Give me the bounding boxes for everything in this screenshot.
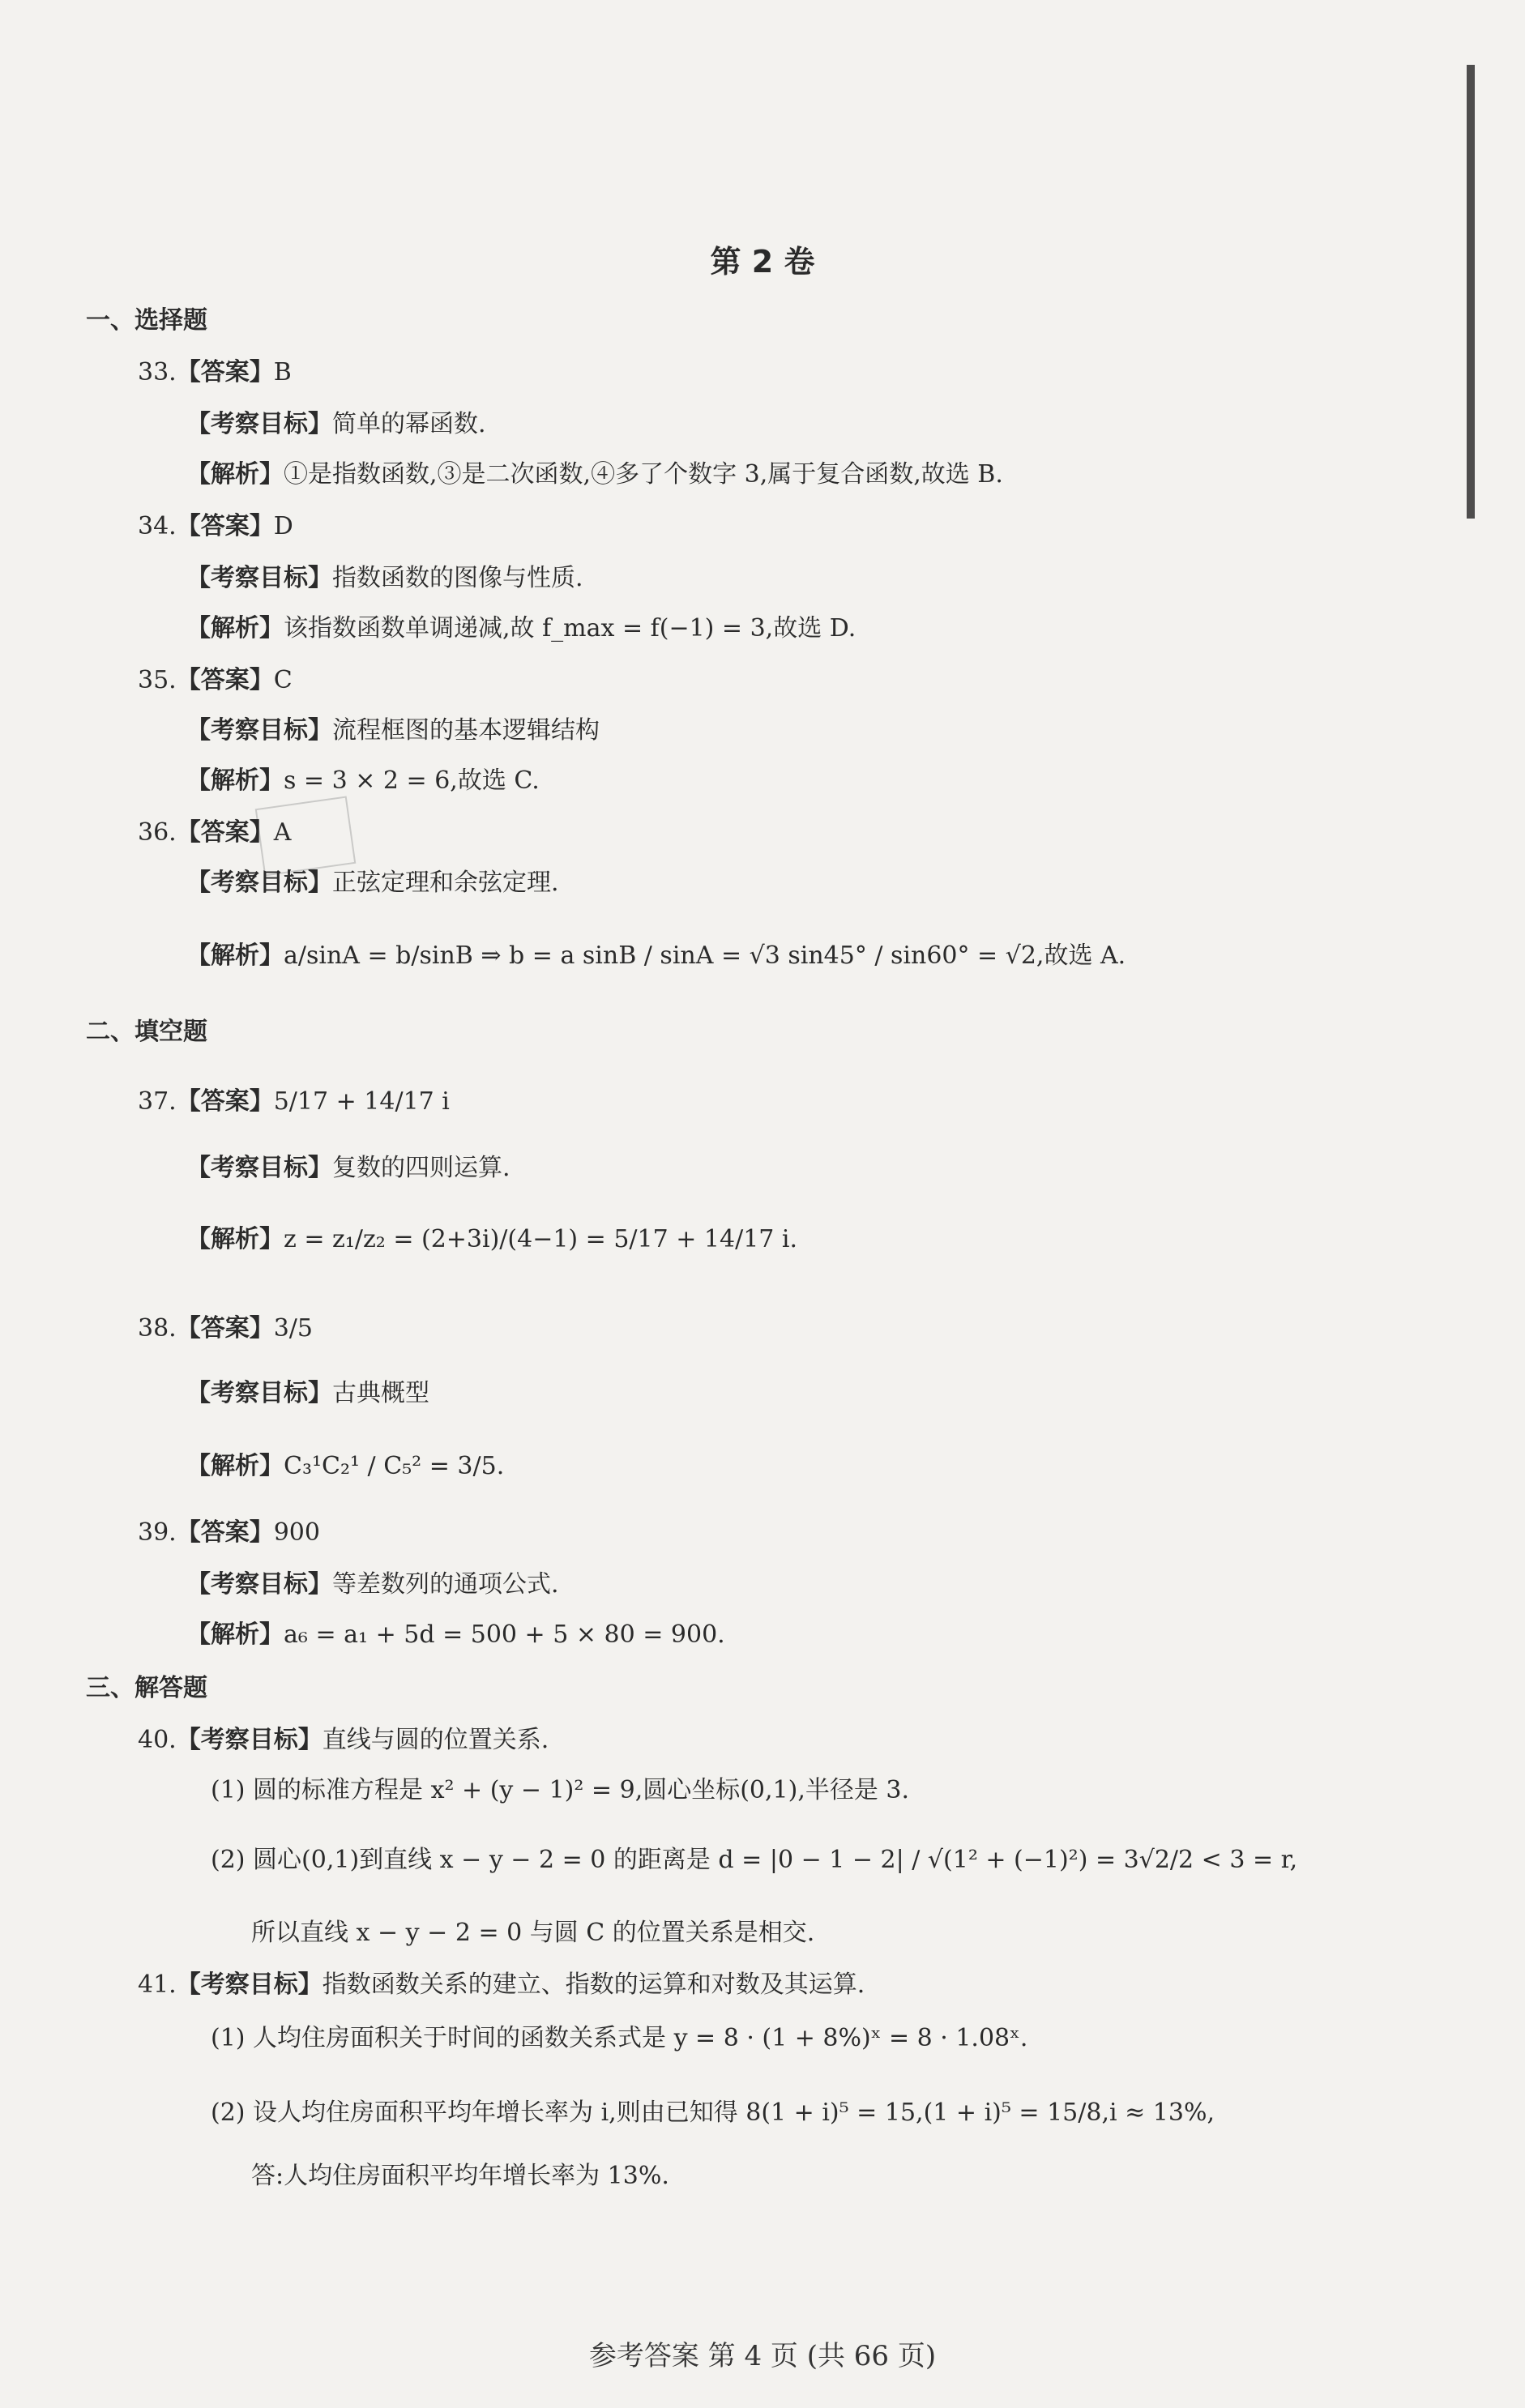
q41-conclusion: 答:人均住房面积平均年增长率为 13%.	[251, 2162, 669, 2190]
q41-goal-line	[138, 1969, 865, 2001]
answer-label: 【答案】	[176, 1087, 274, 1116]
answer-value: 3/5	[273, 1314, 313, 1343]
analysis-text: 该指数函数单调递减,故 f_max = f(−1) = 3,故选 D.	[284, 614, 856, 643]
analysis-label: 【解析】	[186, 1620, 284, 1649]
q39-goal-line	[186, 1569, 559, 1601]
analysis-formula: C₃¹C₂¹ / C₅² = 3/5.	[284, 1452, 505, 1480]
goal-label: 【考察目标】	[176, 1726, 323, 1754]
goal-text: 复数的四则运算.	[332, 1154, 510, 1182]
analysis-formula: a₆ = a₁ + 5d = 500 + 5 × 80 = 900.	[284, 1620, 725, 1649]
q-number: 41.	[138, 1970, 177, 1999]
analysis-formula: z = z₁/z₂ = (2+3i)/(4−1) = 5/17 + 14/17 i.	[284, 1225, 798, 1253]
q34-goal-line	[186, 562, 583, 595]
q40-conclusion: 所以直线 x − y − 2 = 0 与圆 C 的位置关系是相交.	[251, 1919, 815, 1947]
answer-value: D	[273, 512, 293, 540]
answer-label: 【答案】	[176, 1314, 274, 1343]
page-edge-shadow	[1467, 65, 1475, 519]
q40-part1: (1) 圆的标准方程是 x² + (y − 1)² = 9,圆心坐标(0,1),半径是 3.	[211, 1776, 910, 1804]
q38-answer-line	[138, 1313, 313, 1345]
q34-analysis-line	[186, 613, 856, 645]
goal-text: 流程框图的基本逻辑结构	[332, 716, 600, 745]
goal-text: 正弦定理和余弦定理.	[332, 869, 559, 897]
goal-text: 等差数列的通项公式.	[332, 1570, 559, 1599]
analysis-text: ①是指数函数,③是二次函数,④多了个数字 3,属于复合函数,故选 B.	[284, 460, 1003, 489]
q37-answer-line	[138, 1086, 450, 1118]
analysis-label: 【解析】	[186, 614, 284, 643]
goal-text: 古典概型	[332, 1379, 429, 1407]
q40-part2: (2) 圆心(0,1)到直线 x − y − 2 = 0 的距离是 d = |0 − 1 − 2| / √(1² + (−1)²) = 3√2/2 < 3 = r,	[211, 1846, 1298, 1874]
q37-goal-line	[186, 1152, 510, 1185]
answer-value: A	[273, 818, 292, 847]
goal-label: 【考察目标】	[186, 869, 332, 897]
analysis-formula: a/sinA = b/sinB ⇒ b = a sinB / sinA = √3 sin45° / sin60° = √2,故选 A.	[284, 941, 1126, 970]
answer-label: 【答案】	[176, 512, 274, 540]
q-number: 33.	[138, 358, 177, 386]
answer-label: 【答案】	[176, 666, 274, 694]
answer-value: C	[273, 666, 293, 694]
answer-label: 【答案】	[176, 358, 274, 386]
q-number: 36.	[138, 818, 177, 847]
q35-analysis-line	[186, 765, 540, 797]
q33-goal-line	[186, 408, 486, 441]
goal-label: 【考察目标】	[186, 716, 332, 745]
q33-analysis-line	[186, 459, 1003, 491]
goal-label: 【考察目标】	[176, 1970, 323, 1999]
q33-answer-line	[138, 357, 292, 389]
q-number: 34.	[138, 512, 177, 540]
answer-value: 900	[273, 1518, 320, 1547]
q-number: 38.	[138, 1314, 177, 1343]
goal-text: 简单的幂函数.	[332, 410, 486, 438]
q40-goal-line	[138, 1724, 549, 1757]
analysis-text: s = 3 × 2 = 6,故选 C.	[284, 766, 540, 795]
answer-value: 5/17 + 14/17 i	[273, 1087, 450, 1116]
q-number: 35.	[138, 666, 177, 694]
q36-analysis-line	[186, 940, 1126, 972]
section-heading: 二、填空题	[86, 1018, 207, 1046]
q34-answer-line	[138, 510, 293, 543]
q-number: 39.	[138, 1518, 177, 1547]
goal-text: 指数函数关系的建立、指数的运算和对数及其运算.	[322, 1970, 865, 1999]
q41-part2: (2) 设人均住房面积平均年增长率为 i,则由已知得 8(1 + i)⁵ = 15,(1 + i)⁵ = 15/8,i ≈ 13%,	[211, 2098, 1215, 2127]
analysis-label: 【解析】	[186, 460, 284, 489]
analysis-label: 【解析】	[186, 1225, 284, 1253]
q38-goal-line	[186, 1377, 429, 1410]
goal-label: 【考察目标】	[186, 410, 332, 438]
answer-label: 【答案】	[176, 1518, 274, 1547]
q41-part1: (1) 人均住房面积关于时间的函数关系式是 y = 8 · (1 + 8%)ˣ = 8 · 1.08ˣ.	[211, 2024, 1028, 2052]
q39-answer-line	[138, 1517, 320, 1549]
goal-label: 【考察目标】	[186, 1570, 332, 1599]
goal-label: 【考察目标】	[186, 1154, 332, 1182]
q39-analysis-line	[186, 1619, 725, 1651]
q35-answer-line	[138, 664, 293, 697]
q36-answer-line	[138, 817, 291, 849]
page-title: 第 2 卷	[710, 244, 815, 280]
goal-label: 【考察目标】	[186, 564, 332, 592]
analysis-label: 【解析】	[186, 941, 284, 970]
goal-text: 指数函数的图像与性质.	[332, 564, 583, 592]
analysis-label: 【解析】	[186, 766, 284, 795]
page-footer: 参考答案 第 4 页 (共 66 页)	[588, 2340, 937, 2372]
q35-goal-line	[186, 715, 600, 747]
q-number: 37.	[138, 1087, 177, 1116]
q-number: 40.	[138, 1726, 177, 1754]
goal-text: 直线与圆的位置关系.	[322, 1726, 549, 1754]
analysis-label: 【解析】	[186, 1452, 284, 1480]
q37-analysis-line	[186, 1223, 797, 1256]
goal-label: 【考察目标】	[186, 1379, 332, 1407]
section-heading: 一、选择题	[86, 306, 207, 335]
q38-analysis-line	[186, 1450, 504, 1483]
section-heading: 三、解答题	[86, 1674, 207, 1702]
answer-value: B	[273, 358, 292, 386]
answer-label: 【答案】	[176, 818, 274, 847]
q36-goal-line	[186, 867, 559, 899]
